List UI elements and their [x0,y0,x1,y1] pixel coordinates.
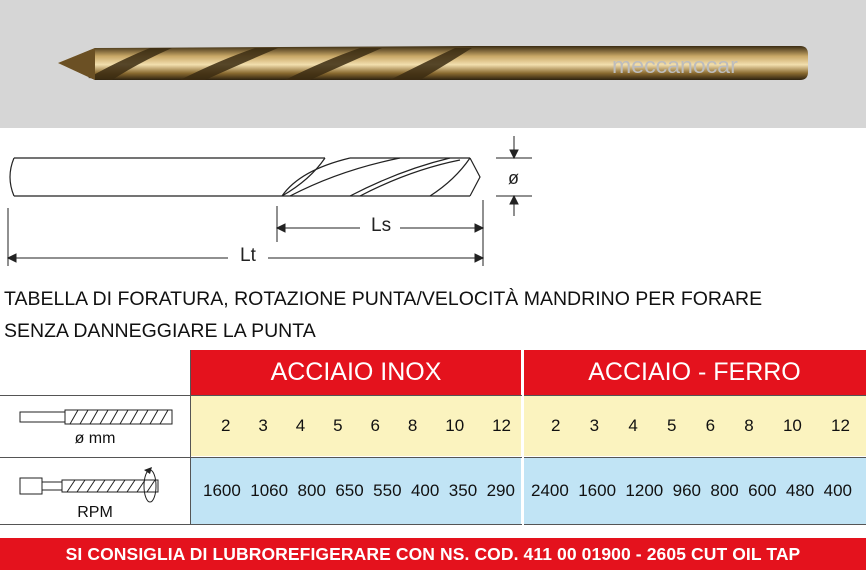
drill-bit-photo [0,0,866,128]
inox-diameter-value: 5 [333,416,343,435]
ferro-rpm-value: 960 [672,481,701,500]
inox-rpm-value: 800 [297,481,326,500]
inox-rpm-value: 400 [410,481,440,500]
inox-diameter-value: 6 [370,416,380,435]
table-divider [0,524,866,525]
ferro-rpm-value: 400 [823,481,852,500]
diameter-label: ø [508,168,519,188]
rpm-row-label-cell [0,458,190,524]
ferro-diameter-value: 3 [589,416,600,435]
ferro-rpm-row [523,458,866,524]
ferro-rpm-value: 2400 [531,481,569,500]
inox-rpm-value: 290 [486,481,515,500]
ferro-rpm-value: 1600 [578,481,617,500]
inox-diameter-row [191,396,521,456]
table-divider [522,350,524,525]
inox-rpm-value: 1060 [250,481,289,500]
rpm-row-label: RPM [77,504,113,521]
drill-dimension-diagram [0,130,560,275]
lubrication-notice: SI CONSIGLIA DI LUBROREFIGERARE CON NS. COD. 411 00 01900 - 2605 CUT OIL TAP [0,538,866,570]
ferro-diameter-value: 2 [551,416,561,435]
table-divider [0,395,866,396]
inox-diameter-value: 3 [258,416,268,435]
title-line-2: SENZA DANNEGGIARE LA PUNTA [4,320,316,342]
ferro-diameter-value: 8 [744,416,754,435]
inox-diameter-value: 2 [221,416,231,435]
brand-watermark: meccanocar [612,53,738,78]
diameter-row-label: ø mm [74,430,116,447]
inox-diameter-value: 10 [445,416,465,435]
inox-diameter-value: 4 [295,416,306,435]
inox-rpm-value: 350 [448,481,478,500]
inox-diameter-value: 8 [407,416,418,435]
inox-diameter-value: 12 [492,416,511,435]
inox-rpm-value: 1600 [203,481,241,500]
ferro-diameter-value: 12 [831,416,850,435]
table-divider [190,350,191,525]
ferro-rpm-value: 600 [748,481,777,500]
ferro-diameter-value: 6 [705,416,716,435]
inox-rpm-row [191,458,521,524]
title-line-1: TABELLA DI FORATURA, ROTAZIONE PUNTA/VELOCITÀ MANDRINO PER FORARE [4,288,763,310]
diameter-row-label-cell [0,396,190,456]
drill-outline-drawing [0,130,560,275]
lt-label: Lt [240,245,256,266]
header-acciaio-inox: ACCIAIO INOX [191,350,521,395]
header-acciaio-ferro: ACCIAIO - FERRO [523,350,866,395]
ferro-rpm-value: 800 [710,481,739,500]
table-title [4,283,762,347]
table-divider [0,457,866,458]
ferro-diameter-value: 10 [782,416,802,435]
ls-label: Ls [371,215,392,236]
ferro-diameter-value: 4 [628,416,638,435]
ferro-rpm-value: 480 [785,481,815,500]
ferro-diameter-row [523,396,866,456]
inox-rpm-value: 550 [373,481,402,500]
ferro-rpm-value: 1200 [625,481,664,500]
inox-rpm-value: 650 [335,481,364,500]
ferro-diameter-value: 5 [666,416,677,435]
